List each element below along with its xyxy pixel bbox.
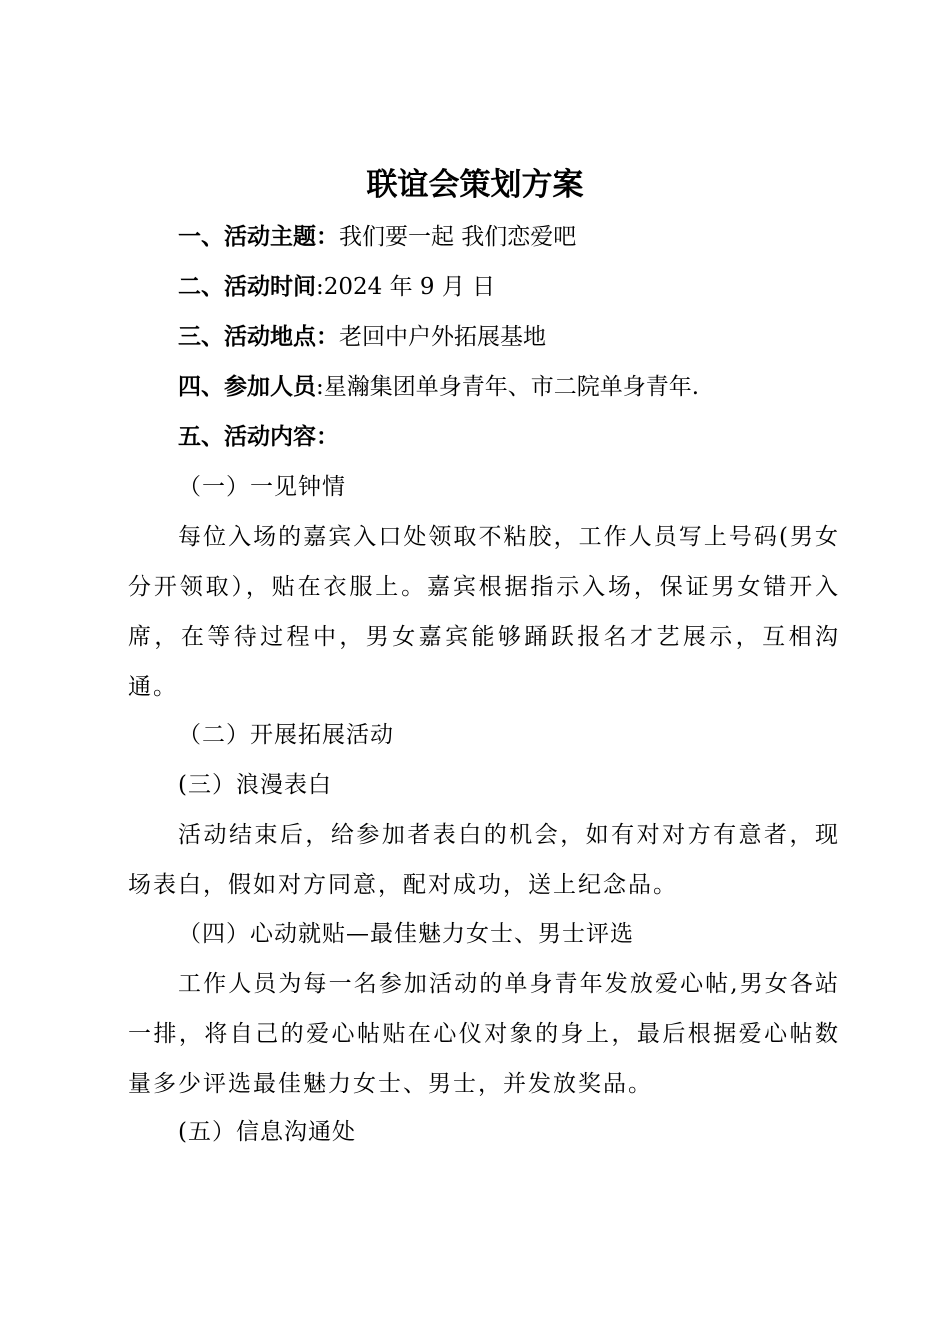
document-title: 联谊会策划方案 (366, 167, 584, 203)
item-theme-value: 我们要一起 我们恋爱吧 (339, 224, 577, 250)
item-content-label: 五、活动内容： (178, 423, 339, 450)
section-4-heading: （四）心动就贴—最佳魅力女士、男士评选 (178, 921, 634, 947)
item-location-label: 三、活动地点： (178, 323, 339, 350)
section-5-heading: (五）信息沟通处 (178, 1119, 356, 1145)
section-4-body: 工作人员为每一名参加活动的单身青年发放爱心帖,男女各站一排，将自己的爱心帖贴在心仪对象的身上，最后根据爱心帖数量多少评选最佳魅力女士、男士，并发放奖品。 (128, 971, 840, 1097)
section-3-body: 活动结束后，给参加者表白的机会，如有对对方有意者，现场表白，假如对方同意，配对成功，送上纪念品。 (128, 822, 840, 898)
item-participants-label: 四、参加人员 (178, 373, 316, 400)
section-3-heading: (三）浪漫表白 (178, 772, 332, 798)
item-theme (178, 212, 576, 262)
item-location (178, 312, 546, 362)
section-1-body: 每位入场的嘉宾入口处领取不粘胶，工作人员写上号码(男女分开领取），贴在衣服上。嘉宾根据指示入场，保证男女错开入席，在等待过程中，男女嘉宾能够踊跃报名才艺展示，互相沟通。 (128, 524, 840, 700)
item-theme-label: 一、活动主题： (178, 223, 339, 250)
section-2-heading: （二）开展拓展活动 (178, 722, 394, 748)
item-participants-value: :星瀚集团单身青年、市二院单身青年. (316, 374, 700, 400)
item-time-value: :2024 年 9 月 日 (316, 274, 496, 300)
item-time-label: 二、活动时间 (178, 273, 316, 300)
item-content (178, 412, 339, 462)
item-location-value: 老回中户外拓展基地 (339, 324, 546, 350)
item-participants (178, 362, 699, 412)
section-1-heading: （一）一见钟情 (178, 474, 346, 500)
item-time (178, 262, 495, 312)
